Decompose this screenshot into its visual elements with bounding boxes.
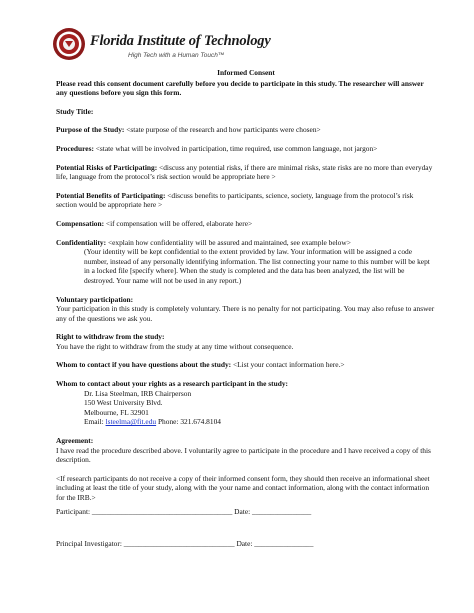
voluntary-label: Voluntary participation: [56, 294, 134, 304]
irb-phone: Phone: 321.674.8104 [156, 417, 221, 427]
irb-email-link[interactable]: lsteelma@fit.edu [105, 417, 157, 427]
compensation-section [56, 219, 436, 229]
informational-note: <If research participants do not receive a copy of their informed consent form, they should then receive an informational sheet including at least the title of your study, along with the your name and contact information, along with the contact information for the IRB.> [56, 473, 430, 502]
irb-city: Melbourne, FL 32901 [84, 407, 149, 417]
agreement-label: Agreement: [56, 436, 94, 446]
procedures-label: Procedures: [56, 143, 94, 153]
purpose-section [56, 125, 436, 135]
compensation-label: Compensation: [56, 218, 105, 228]
withdraw-label: Right to withdraw from the study: [56, 332, 165, 342]
compensation-text: <if compensation will be offered, elaborate here> [104, 218, 253, 228]
logo-name: Florida Institute of Technology [90, 33, 271, 49]
participant-signature-line: Participant: ______________________________________ Date: ________________ [56, 507, 312, 516]
withdraw-text: You have the right to withdraw from the study at any time without consequence. [56, 341, 294, 351]
logo-tagline: High Tech with a Human Touch™ [128, 52, 225, 59]
consent-document [56, 68, 436, 503]
risks-text: <discuss any potential risks, if there are minimal risks, state risks are no more than everyday life, language from the protocol’s risk section would be appropriate here > [56, 162, 433, 182]
benefits-label: Potential Benefits of Participating: [56, 190, 166, 200]
procedures-text: <state what will be involved in participation, time required, use common language, not jargon> [93, 143, 378, 153]
confidentiality-text: <explain how confidentiality will be assured and maintained, see example below> [106, 237, 351, 247]
voluntary-text: Your participation in this study is completely voluntary. There is no penalty for not participating. You may also refuse to answer any of the questions we ask you. [56, 304, 435, 323]
seal-icon [52, 27, 86, 61]
irb-name: Dr. Lisa Steelman, IRB Chairperson [84, 388, 192, 398]
risks-section [56, 163, 436, 182]
benefits-text: <discuss benefits to participants, science, society, language from the protocol’s risk section would be appropriate here > [56, 190, 414, 210]
document-title: Informed Consent [217, 68, 275, 77]
irb-email-label: Email: [84, 417, 106, 427]
institution-logo [52, 27, 271, 69]
agreement-text: I have read the procedure described above. I voluntarily agree to participate in the procedure and I have received a copy of this description. [56, 445, 431, 465]
confidentiality-section [56, 238, 436, 248]
intro-text: Please read this consent document carefully before you decide to participate in this study. The researcher will answer any questions before you sign this form. [56, 78, 424, 98]
contact-rights-label: Whom to contact about your rights as a research participant in the study: [56, 379, 288, 389]
irb-email-line [84, 417, 436, 427]
benefits-section [56, 191, 436, 210]
irb-contact-block [56, 389, 436, 427]
purpose-label: Purpose of the Study: [56, 125, 125, 135]
contact-questions-text: <List your contact information here.> [231, 360, 345, 370]
confidentiality-example: (Your identity will be kept confidential to the extent provided by law. Your information will be assigned a code number, instead of any personally identifying information. The list connecting your name to this number will be kept in a locked file [specify where]. When the study is completed and the data has been analyzed, the list will be destroyed. Your name will not be used in any report.) [84, 247, 430, 285]
purpose-text: <state purpose of the research and how participants were chosen> [124, 125, 321, 135]
study-title-label: Study Title: [56, 106, 94, 116]
investigator-signature-line: Principal Investigator: ______________________________ Date: ________________ [56, 539, 314, 548]
irb-street: 150 West University Blvd. [84, 398, 163, 408]
confidentiality-label: Confidentiality: [56, 237, 107, 247]
procedures-section [56, 144, 436, 154]
risks-label: Potential Risks of Participating: [56, 162, 158, 172]
contact-questions-label: Whom to contact if you have questions about the study: [56, 360, 232, 370]
contact-questions-section [56, 360, 436, 370]
